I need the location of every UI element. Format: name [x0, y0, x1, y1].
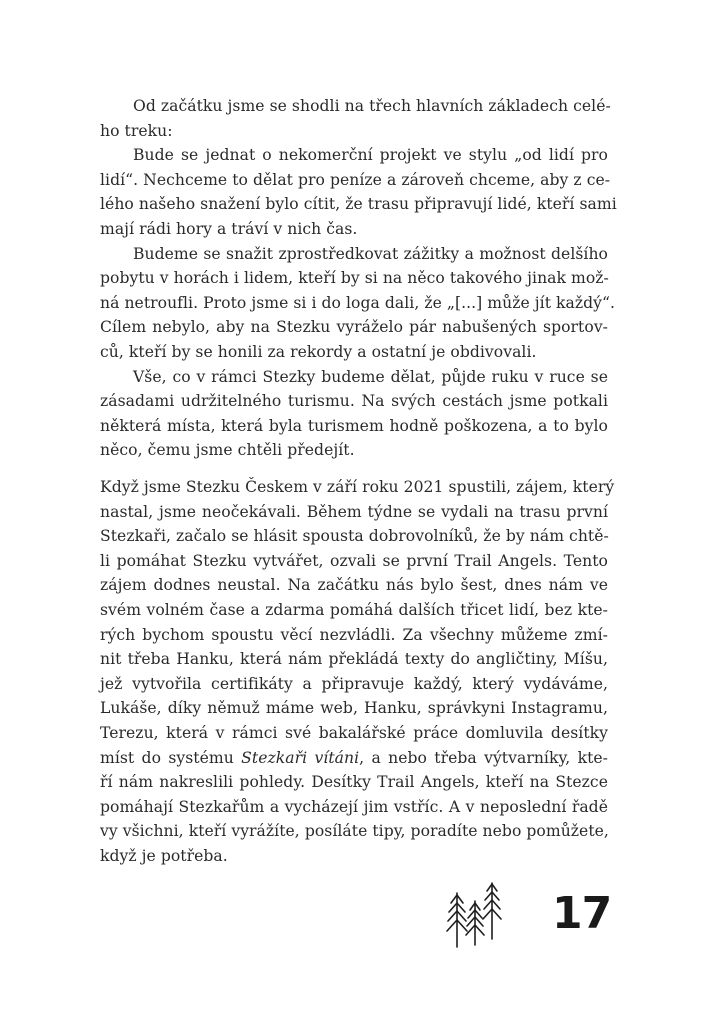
- text-line: Stezkaři, začalo se hlásit spousta dobrovolníků, že by nám chtě-: [100, 527, 609, 546]
- text-line: Vše, co v rámci Stezky budeme dělat, půjde ruku v ruce se: [133, 367, 608, 386]
- text-line: [100, 746, 608, 771]
- text-line: Od začátku jsme se shodli na třech hlavních základech celé-: [133, 97, 611, 115]
- pine-trees-icon: [444, 879, 506, 949]
- text-line: pobytu v horách i lidem, kteří by si na něco takového jinak mož-: [100, 269, 609, 288]
- text-line: Budeme se snažit zprostředkovat zážitky a možnost delšího: [133, 244, 608, 263]
- text-line: Bude se jednat o nekomerční projekt ve stylu „od lidí pro: [133, 146, 608, 165]
- text-line: mají rádi hory a tráví v nich čas.: [100, 219, 358, 238]
- text-line: li pomáhat Stezku vytvářet, ozvali se první Trail Angels. Tento: [100, 551, 608, 570]
- text-line: některá místa, která byla turismem hodně poškozena, a to bylo: [100, 416, 608, 435]
- italic-term: Stezkaři vítáni: [241, 748, 360, 767]
- text-line: zájem dodnes neustal. Na začátku nás bylo šest, dnes nám ve: [100, 576, 608, 595]
- text-line: vy všichni, kteří vyrážíte, posíláte tipy, poradíte nebo pomůžete,: [100, 822, 609, 841]
- text-line: zásadami udržitelného turismu. Na svých cestách jsme potkali: [100, 392, 608, 411]
- text-line: ří nám nakreslili pohledy. Desítky Trail Angels, kteří na Stezce: [100, 773, 608, 792]
- text-line: jež vytvořila certifikáty a připravuje každý, který vydáváme,: [100, 674, 608, 693]
- text-line: rých bychom spoustu věcí nezvládli. Za všechny můžeme zmí-: [100, 625, 608, 644]
- text-line: nit třeba Hanku, která nám překládá texty do angličtiny, Míšu,: [100, 650, 608, 669]
- text-segment: míst do systému: [100, 748, 242, 767]
- text-line: Lukáše, díky němuž máme web, Hanku, správkyni Instagramu,: [100, 699, 608, 718]
- text-line: ná netroufli. Proto jsme si i do loga dali, že „[...] může jít každý“.: [100, 293, 616, 312]
- page-number: 17: [552, 888, 612, 939]
- volunteers-paragraph: [100, 475, 615, 869]
- text-line: lého našeho snažení bylo cítit, že trasu připravují lidé, kteří sami: [100, 195, 617, 214]
- text-line: lidí“. Nechceme to dělat pro peníze a zároveň chceme, aby z ce-: [100, 170, 611, 189]
- intro-paragraphs: [100, 94, 617, 463]
- text-line: nastal, jsme neočekávali. Během týdne se vydali na trasu první: [100, 502, 608, 521]
- text-segment: , a nebo třeba výtvarníky, kte-: [359, 748, 608, 767]
- text-line: Cílem nebylo, aby na Stezku vyráželo pár nabušených sportov-: [100, 318, 608, 337]
- text-line: ců, kteří by se honili za rekordy a ostatní je obdivovali.: [100, 342, 537, 361]
- text-line: když je potřeba.: [100, 846, 228, 865]
- text-line: Když jsme Stezku Českem v září roku 2021 spustili, zájem, který: [100, 478, 615, 496]
- text-line: svém volném čase a zdarma pomáhá dalších třicet lidí, bez kte-: [100, 600, 608, 619]
- text-line: pomáhají Stezkařům a vycházejí jim vstříc. A v neposlední řadě: [100, 797, 608, 816]
- text-line: ho treku:: [100, 121, 173, 140]
- text-line: Terezu, která v rámci své bakalářské práce domluvila desítky: [100, 723, 608, 742]
- text-line: něco, čemu jsme chtěli předejít.: [100, 441, 355, 460]
